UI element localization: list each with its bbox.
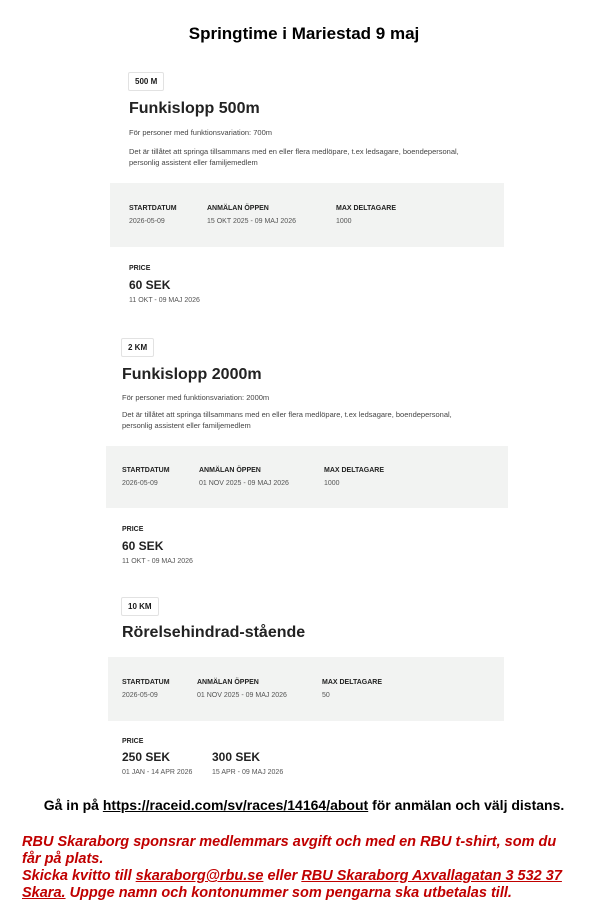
race-name: Rörelsehindrad-stående (122, 624, 306, 641)
price-amount: 300 SEK (212, 750, 261, 764)
price-amount: 60 SEK (129, 278, 171, 292)
race-description: Det är tillåtet att springa tillsammans med en eller flera medlöpare, t.ex ledsagare, boendepersonal, personlig assistent eller familjemedlem (129, 147, 459, 167)
price-label: PRICE (129, 265, 151, 272)
registration-open-col: ANMÄLAN ÖPPEN 01 NOV 2025 - 09 MAJ 2026 (199, 467, 289, 487)
race-info-box (106, 446, 508, 508)
address-link[interactable]: RBU Skaraborg Axvallagatan 3 532 37 (301, 868, 562, 884)
race-subtitle: För personer med funktionsvariation: 700m (129, 128, 272, 137)
registration-open-col: ANMÄLAN ÖPPEN 01 NOV 2025 - 09 MAJ 2026 (197, 679, 287, 699)
distance-badge: 10 KM (121, 597, 159, 616)
race-info-box (110, 183, 504, 247)
email-link[interactable]: skaraborg@rbu.se (135, 868, 264, 884)
start-date-col: STARTDATUM 2026-05-09 (122, 679, 170, 699)
registration-open-col: ANMÄLAN ÖPPEN 15 OKT 2025 - 09 MAJ 2026 (207, 205, 296, 225)
distance-badge: 500 M (128, 72, 164, 91)
price-dates: 15 APR - 09 MAJ 2026 (212, 769, 284, 776)
max-participants-col: MAX DELTAGARE 50 (322, 679, 383, 699)
price-dates: 01 JAN - 14 APR 2026 (122, 769, 193, 776)
max-participants-col: MAX DELTAGARE 1000 (336, 205, 397, 225)
race-subtitle: För personer med funktionsvariation: 2000m (122, 393, 270, 402)
price-dates: 11 OKT - 09 MAJ 2026 (129, 297, 200, 304)
race-info-box (108, 657, 504, 721)
start-date-col: STARTDATUM 2026-05-09 (129, 205, 177, 225)
price-label: PRICE (122, 738, 144, 745)
registration-link[interactable]: https://raceid.com/sv/races/14164/about (102, 797, 369, 813)
price-amount: 250 SEK (122, 750, 171, 764)
price-dates: 11 OKT - 09 MAJ 2026 (122, 558, 193, 565)
price-amount: 60 SEK (122, 539, 164, 553)
race-description: Det är tillåtet att springa tillsammans med en eller flera medlöpare, t.ex ledsagare, boendepersonal, personlig assistent eller familjemedlem (122, 410, 452, 430)
max-participants-col: MAX DELTAGARE 1000 (324, 467, 385, 487)
distance-badge: 2 KM (121, 338, 154, 357)
sponsor-note: RBU Skaraborg sponsrar medlemmars avgift och med en RBU t-shirt, som du får på plats. Skicka kvitto till skaraborg@rbu.se eller RBU Skaraborg Axvallagatan 3 532 37 Skara. Uppge namn och kontonummer som pengarna ska utbetalas till. (22, 834, 562, 901)
address-link-city[interactable]: Skara. (22, 885, 66, 901)
page-title: Springtime i Mariestad 9 maj (188, 24, 420, 43)
registration-instructions: Gå in på https://raceid.com/sv/races/14164/about för anmälan och välj distans. (43, 797, 565, 813)
price-label: PRICE (122, 526, 144, 533)
race-name: Funkislopp 2000m (122, 366, 262, 383)
race-name: Funkislopp 500m (129, 100, 260, 117)
start-date-col: STARTDATUM 2026-05-09 (122, 467, 170, 487)
